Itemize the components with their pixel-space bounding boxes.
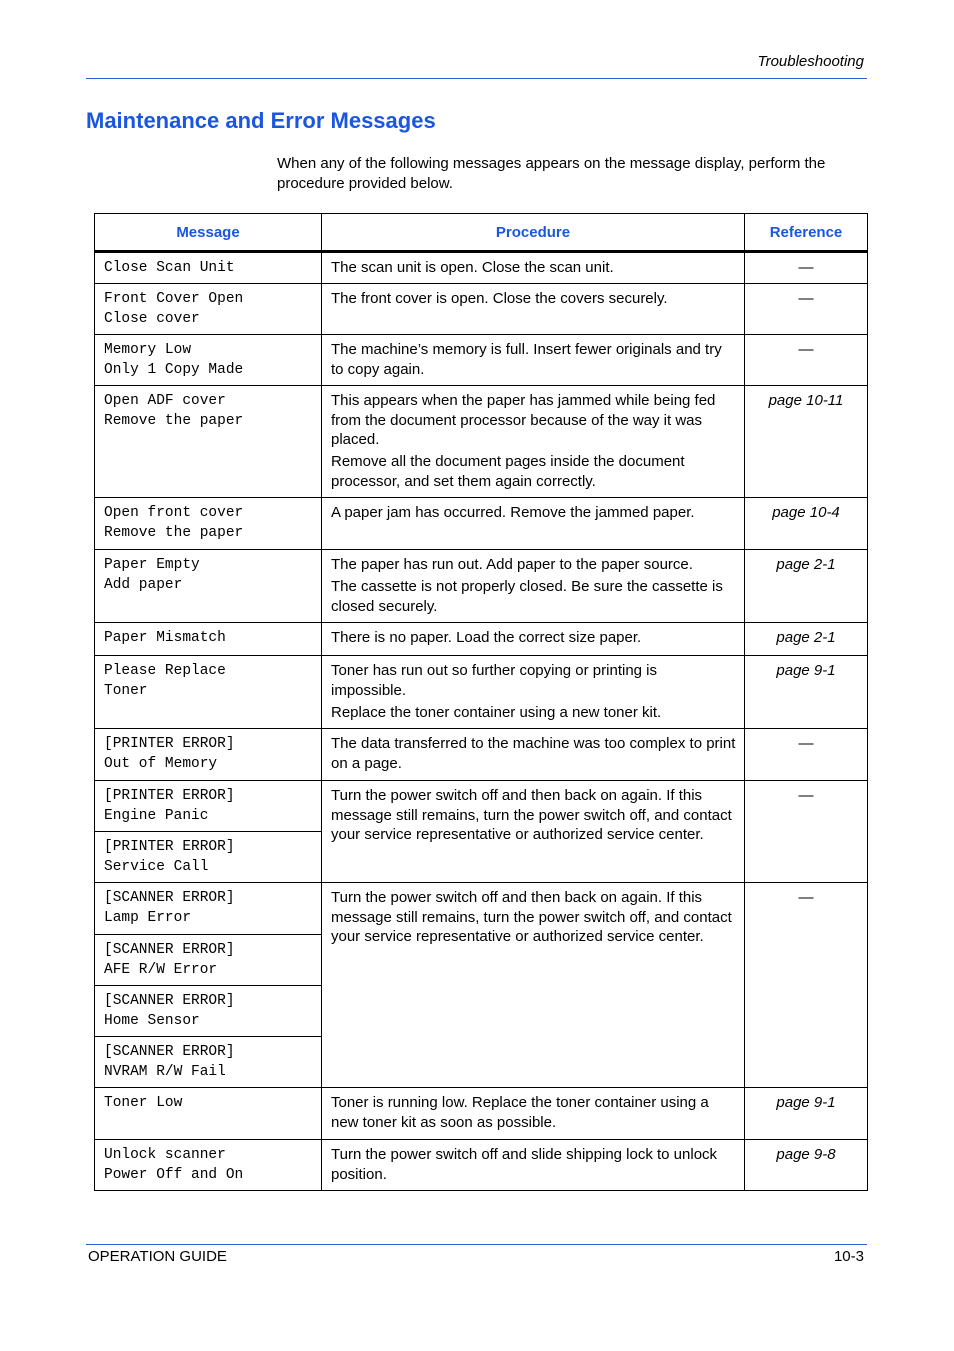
- table-row: [95, 781, 868, 832]
- message-text: [PRINTER ERROR]: [104, 788, 235, 804]
- message-text: [PRINTER ERROR]: [104, 736, 235, 752]
- procedure-cell: [322, 623, 745, 656]
- message-text: Only 1 Copy Made: [104, 361, 244, 378]
- procedure-text: Replace the toner container using a new toner kit.: [331, 703, 662, 721]
- column-header-reference: Reference: [745, 214, 868, 252]
- table-row: [95, 386, 868, 498]
- procedure-cell: [322, 252, 745, 284]
- message-cell: [95, 498, 322, 550]
- procedure-cell: [322, 386, 745, 498]
- procedure-text: A paper jam has occurred. Remove the jammed paper.: [331, 504, 695, 521]
- message-cell: [95, 935, 322, 986]
- column-header-message: Message: [95, 214, 322, 252]
- intro-paragraph: When any of the following messages appears on the message display, perform the procedure provided below.: [277, 155, 826, 192]
- message-text: [SCANNER ERROR]: [104, 1044, 235, 1060]
- procedure-text: Toner has run out so further copying or printing is impossible.: [331, 662, 658, 699]
- reference-cell: page 10-11: [745, 386, 868, 498]
- message-text: Out of Memory: [104, 755, 218, 772]
- message-cell: [95, 832, 322, 883]
- header-rule: [86, 78, 867, 79]
- table-row: [95, 252, 868, 284]
- message-cell: [95, 550, 322, 623]
- message-text: Unlock scanner: [104, 1147, 226, 1163]
- procedure-cell: [322, 1088, 745, 1140]
- procedure-cell: [322, 1140, 745, 1191]
- procedure-cell: [322, 729, 745, 781]
- table-row: [95, 729, 868, 781]
- message-text: [PRINTER ERROR]: [104, 839, 235, 855]
- footer-rule: [86, 1244, 867, 1245]
- message-cell: [95, 623, 322, 656]
- reference-cell: —: [745, 284, 868, 335]
- column-header-procedure: Procedure: [322, 214, 745, 252]
- procedure-text: This appears when the paper has jammed while being fed from the document processor because of the way it was placed.: [331, 392, 716, 448]
- message-cell: [95, 656, 322, 729]
- reference-cell: —: [745, 781, 868, 883]
- message-cell: [95, 883, 322, 935]
- reference-cell: —: [745, 883, 868, 1088]
- message-text: Engine Panic: [104, 807, 209, 824]
- message-text: Close Scan Unit: [104, 260, 235, 276]
- reference-cell: page 9-1: [745, 656, 868, 729]
- message-cell: [95, 986, 322, 1037]
- message-text: Front Cover Open: [104, 291, 244, 307]
- message-text: Remove the paper: [104, 524, 244, 541]
- procedure-cell: [322, 656, 745, 729]
- reference-cell: —: [745, 729, 868, 781]
- procedure-text: Remove all the document pages inside the document processor, and set them again correctly.: [331, 453, 685, 490]
- message-text: Close cover: [104, 310, 200, 327]
- message-cell: [95, 729, 322, 781]
- procedure-text: The machine’s memory is full. Insert fewer originals and try to copy again.: [331, 341, 722, 378]
- message-text: Home Sensor: [104, 1012, 200, 1029]
- reference-cell: page 10-4: [745, 498, 868, 550]
- footer-guide-title: OPERATION GUIDE: [88, 1248, 227, 1265]
- message-text: Memory Low: [104, 342, 192, 358]
- procedure-cell: [322, 550, 745, 623]
- message-text: [SCANNER ERROR]: [104, 942, 235, 958]
- procedure-text: The cassette is not properly closed. Be sure the cassette is closed securely.: [331, 578, 723, 615]
- message-text: Paper Empty: [104, 557, 200, 573]
- procedure-cell: [322, 781, 745, 883]
- reference-cell: page 9-8: [745, 1140, 868, 1191]
- message-cell: [95, 1037, 322, 1088]
- table-row: [95, 623, 868, 656]
- procedure-text: The data transferred to the machine was too complex to print on a page.: [331, 735, 736, 772]
- message-text: Power Off and On: [104, 1166, 244, 1183]
- procedure-cell: [322, 883, 745, 1088]
- message-cell: [95, 1140, 322, 1191]
- procedure-cell: [322, 335, 745, 386]
- table-header-row: [95, 214, 868, 252]
- message-text: [SCANNER ERROR]: [104, 993, 235, 1009]
- reference-cell: page 2-1: [745, 623, 868, 656]
- procedure-text: Toner is running low. Replace the toner container using a new toner kit as soon as possible.: [331, 1094, 709, 1131]
- procedure-text: Turn the power switch off and then back on again. If this message still remains, turn the power switch off, and contact your service representative or authorized service center.: [331, 787, 732, 843]
- message-text: Service Call: [104, 858, 209, 875]
- message-text: Paper Mismatch: [104, 630, 226, 646]
- message-text: NVRAM R/W Fail: [104, 1063, 226, 1080]
- procedure-text: Turn the power switch off and then back on again. If this message still remains, turn the power switch off, and contact your service representative or authorized service center.: [331, 889, 732, 945]
- message-table: [94, 213, 868, 1191]
- message-cell: [95, 284, 322, 335]
- table-row: [95, 550, 868, 623]
- table-row: [95, 498, 868, 550]
- table-row: [95, 284, 868, 335]
- reference-cell: page 9-1: [745, 1088, 868, 1140]
- table-row: [95, 656, 868, 729]
- message-text: Add paper: [104, 576, 183, 593]
- message-text: Open ADF cover: [104, 393, 226, 409]
- procedure-text: Turn the power switch off and slide shipping lock to unlock position.: [331, 1146, 718, 1183]
- procedure-text: The scan unit is open. Close the scan unit.: [331, 259, 614, 276]
- procedure-text: There is no paper. Load the correct size paper.: [331, 629, 642, 646]
- table-row: [95, 883, 868, 935]
- message-cell: [95, 335, 322, 386]
- message-cell: [95, 781, 322, 832]
- page-title: Maintenance and Error Messages: [86, 108, 436, 133]
- message-text: Please Replace: [104, 663, 226, 679]
- table-row: [95, 335, 868, 386]
- table-row: [95, 1088, 868, 1140]
- procedure-text: The front cover is open. Close the covers securely.: [331, 290, 668, 307]
- reference-cell: page 2-1: [745, 550, 868, 623]
- message-text: [SCANNER ERROR]: [104, 890, 235, 906]
- procedure-cell: [322, 498, 745, 550]
- procedure-cell: [322, 284, 745, 335]
- section-header: Troubleshooting: [757, 53, 864, 70]
- reference-cell: —: [745, 335, 868, 386]
- footer-page-number: 10-3: [833, 1248, 864, 1265]
- procedure-text: The paper has run out. Add paper to the paper source.: [331, 556, 693, 573]
- message-cell: [95, 252, 322, 284]
- message-text: Remove the paper: [104, 412, 244, 429]
- message-cell: [95, 1088, 322, 1140]
- message-text: AFE R/W Error: [104, 961, 218, 978]
- message-text: Lamp Error: [104, 909, 192, 926]
- table-row: [95, 1140, 868, 1191]
- message-text: Open front cover: [104, 505, 244, 521]
- message-text: Toner: [104, 682, 148, 699]
- message-text: Toner Low: [104, 1095, 183, 1111]
- reference-cell: —: [745, 252, 868, 284]
- message-cell: [95, 386, 322, 498]
